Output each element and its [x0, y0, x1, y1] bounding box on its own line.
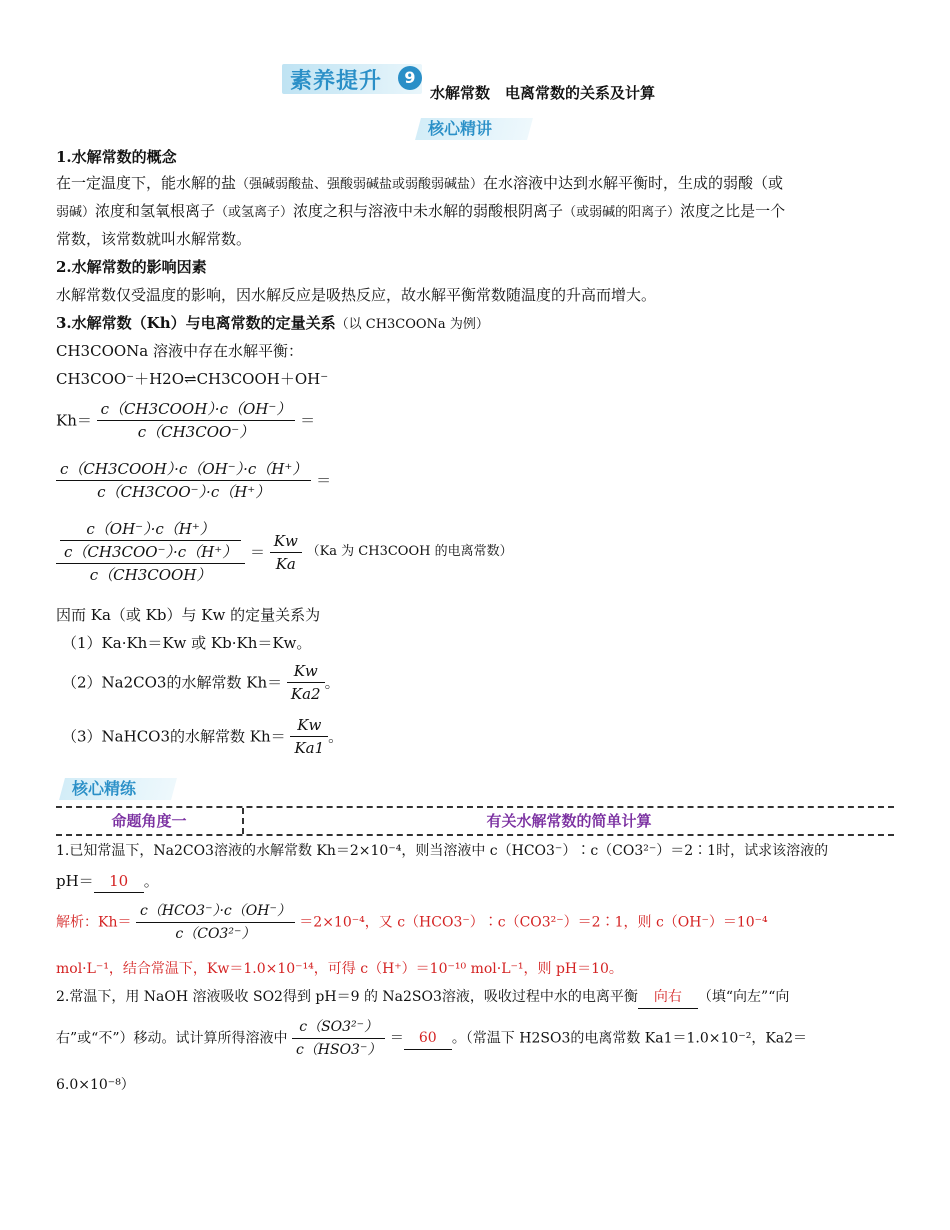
denominator: c（HSO3⁻）	[292, 1038, 385, 1061]
text: 。	[143, 872, 159, 890]
denominator: c（CH3COO⁻）·c（H⁺）	[60, 540, 241, 563]
period: 。	[324, 673, 340, 692]
hydrolysis-equation: CH3COO⁻＋H2O⇌CH3COOH＋OH⁻	[56, 370, 329, 388]
text: 浓度和氢氧根离子	[95, 202, 216, 220]
equals: ＝	[316, 471, 332, 490]
text: （强碱弱酸盐、强酸弱碱盐或弱酸弱碱盐）	[236, 177, 484, 192]
formula-kh-1	[56, 398, 896, 446]
numerator: c（OH⁻）·c（H⁺）	[86, 520, 215, 538]
denominator: c（CO3²⁻）	[136, 922, 295, 945]
text: 浓度之比是一个	[680, 202, 786, 220]
text: 弱碱）	[56, 205, 96, 220]
heading-2: 2.水解常数的影响因素	[56, 258, 207, 276]
section-label-core-lecture	[415, 118, 533, 140]
item-1: （1）Ka·Kh＝Kw 或 Kb·Kh＝Kw。	[62, 634, 312, 652]
text: （或氢离子）	[215, 205, 294, 220]
fraction	[136, 900, 295, 945]
text: 在一定温度下，能水解的盐	[56, 174, 237, 192]
q2-line3: 6.0×10⁻⁸）	[56, 1077, 135, 1093]
denominator: Ka	[270, 552, 302, 575]
denominator: c（CH3COO⁻）	[97, 420, 296, 443]
section-label-text: 核心精练	[72, 779, 137, 798]
compound-fraction	[56, 518, 245, 586]
section-label-core-practice	[59, 778, 177, 800]
denominator: c（CH3COO⁻）·c（H⁺）	[56, 480, 311, 503]
q1-line1: 1.已知常温下，Na2CO3溶液的水解常数 Kh＝2×10⁻⁴，则当溶液中 c（HCO3⁻）∶c（CO3²⁻）＝2∶1时，试求该溶液的	[56, 843, 829, 859]
text: 右”或“不”）移动。试计算所得溶液中	[56, 1030, 288, 1047]
q2-line1	[56, 986, 896, 1009]
text: 。（常温下 H2SO3的电离常数 Ka1＝1.0×10⁻²，Ka2＝	[451, 1030, 808, 1047]
page-title: 水解常数 电离常数的关系及计算	[430, 84, 656, 102]
numerator: c（CH3COOH）·c（OH⁻）	[100, 400, 292, 418]
text: 2.常温下，用 NaOH 溶液吸收 SO2得到 pH＝9 的 Na2SO3溶液，吸收过程中水的电离平衡	[56, 989, 638, 1005]
section-label-text: 核心精讲	[428, 119, 493, 138]
text: 在水溶液中达到水解平衡时，生成的弱酸（或	[483, 174, 784, 192]
numerator: c（SO3²⁻）	[299, 1019, 379, 1035]
angle-label: 命题角度一	[111, 812, 187, 830]
heading-1: 1.水解常数的概念	[56, 148, 177, 166]
text: 浓度之积与溶液中未水解的弱酸根阴离子	[293, 202, 564, 220]
fraction	[287, 660, 325, 705]
angle-topic: 有关水解常数的简单计算	[486, 812, 652, 830]
text: Kh＝	[98, 914, 132, 931]
heading-3	[56, 312, 896, 336]
q2-answer-1: 向右	[638, 986, 698, 1009]
text: ＝2×10⁻⁴，又 c（HCO3⁻）∶c（CO3²⁻）＝2∶1，则 c（OH⁻）＝10⁻⁴	[299, 914, 768, 931]
denominator: Ka2	[287, 682, 325, 705]
fraction	[292, 1016, 385, 1061]
fraction	[290, 714, 328, 759]
equals: ＝	[300, 411, 316, 430]
numerator: c（HCO3⁻）·c（OH⁻）	[139, 903, 291, 919]
formula-kh-2	[56, 458, 896, 506]
equals: ＝	[389, 1030, 404, 1047]
heading-3-note: （以 CH3COONa 为例）	[335, 317, 489, 332]
kw-over-ka	[270, 530, 302, 575]
q2-answer-2: 60	[404, 1027, 452, 1050]
p1-line2	[56, 200, 896, 224]
numerator: Kw	[293, 662, 318, 680]
q1-answer: 10	[94, 870, 144, 893]
numerator: Kw	[273, 531, 298, 550]
p1-line1	[56, 172, 896, 196]
fraction	[56, 458, 311, 503]
banner-text: 素养提升	[290, 69, 383, 94]
section-number-badge: 9	[398, 66, 422, 90]
item-3-text: （3）NaHCO3的水解常数 Kh＝	[62, 727, 286, 746]
compound-denominator: c（CH3COOH）	[56, 563, 245, 586]
kh-label: Kh＝	[56, 411, 92, 430]
item-2-text: （2）Na2CO3的水解常数 Kh＝	[62, 673, 283, 692]
ka-note: （Ka 为 CH3COOH 的电离常数）	[306, 544, 513, 559]
q2-line2	[56, 1016, 896, 1064]
p2-line1: 水解常数仅受温度的影响，因水解反应是吸热反应，故水解平衡常数随温度的升高而增大。	[56, 286, 657, 304]
q1-solution	[56, 900, 896, 948]
item-2	[62, 660, 902, 706]
q1-line2	[56, 870, 896, 893]
heading-3-text: 3.水解常数（Kh）与电离常数的定量关系	[56, 314, 336, 332]
p3-line1: CH3COONa 溶液中存在水解平衡：	[56, 342, 304, 360]
denominator: Ka1	[290, 736, 328, 759]
item-3	[62, 714, 902, 760]
inner-fraction	[60, 518, 241, 563]
text: pH＝	[56, 872, 94, 890]
p1-line3: 常数，该常数就叫水解常数。	[56, 230, 252, 248]
text: （或弱碱的阳离子）	[563, 205, 681, 220]
fraction	[97, 398, 296, 443]
numerator: c（CH3COOH）·c（OH⁻）·c（H⁺）	[60, 460, 308, 478]
solution-label: 解析：	[56, 914, 98, 931]
period: 。	[328, 727, 344, 746]
equals: ＝	[249, 543, 265, 561]
q1-solution-line2: mol·L⁻¹，结合常温下，Kw＝1.0×10⁻¹⁴，可得 c（H⁺）＝10⁻¹⁰ mol·L⁻¹，则 pH＝10。	[56, 961, 623, 977]
conclusion: 因而 Ka（或 Kb）与 Kw 的定量关系为	[56, 606, 321, 624]
numerator: Kw	[297, 716, 322, 734]
text: （填“向左”“向	[697, 989, 790, 1005]
formula-kh-3	[56, 518, 896, 594]
compound-numerator	[56, 518, 245, 563]
angle-bar	[56, 806, 894, 836]
